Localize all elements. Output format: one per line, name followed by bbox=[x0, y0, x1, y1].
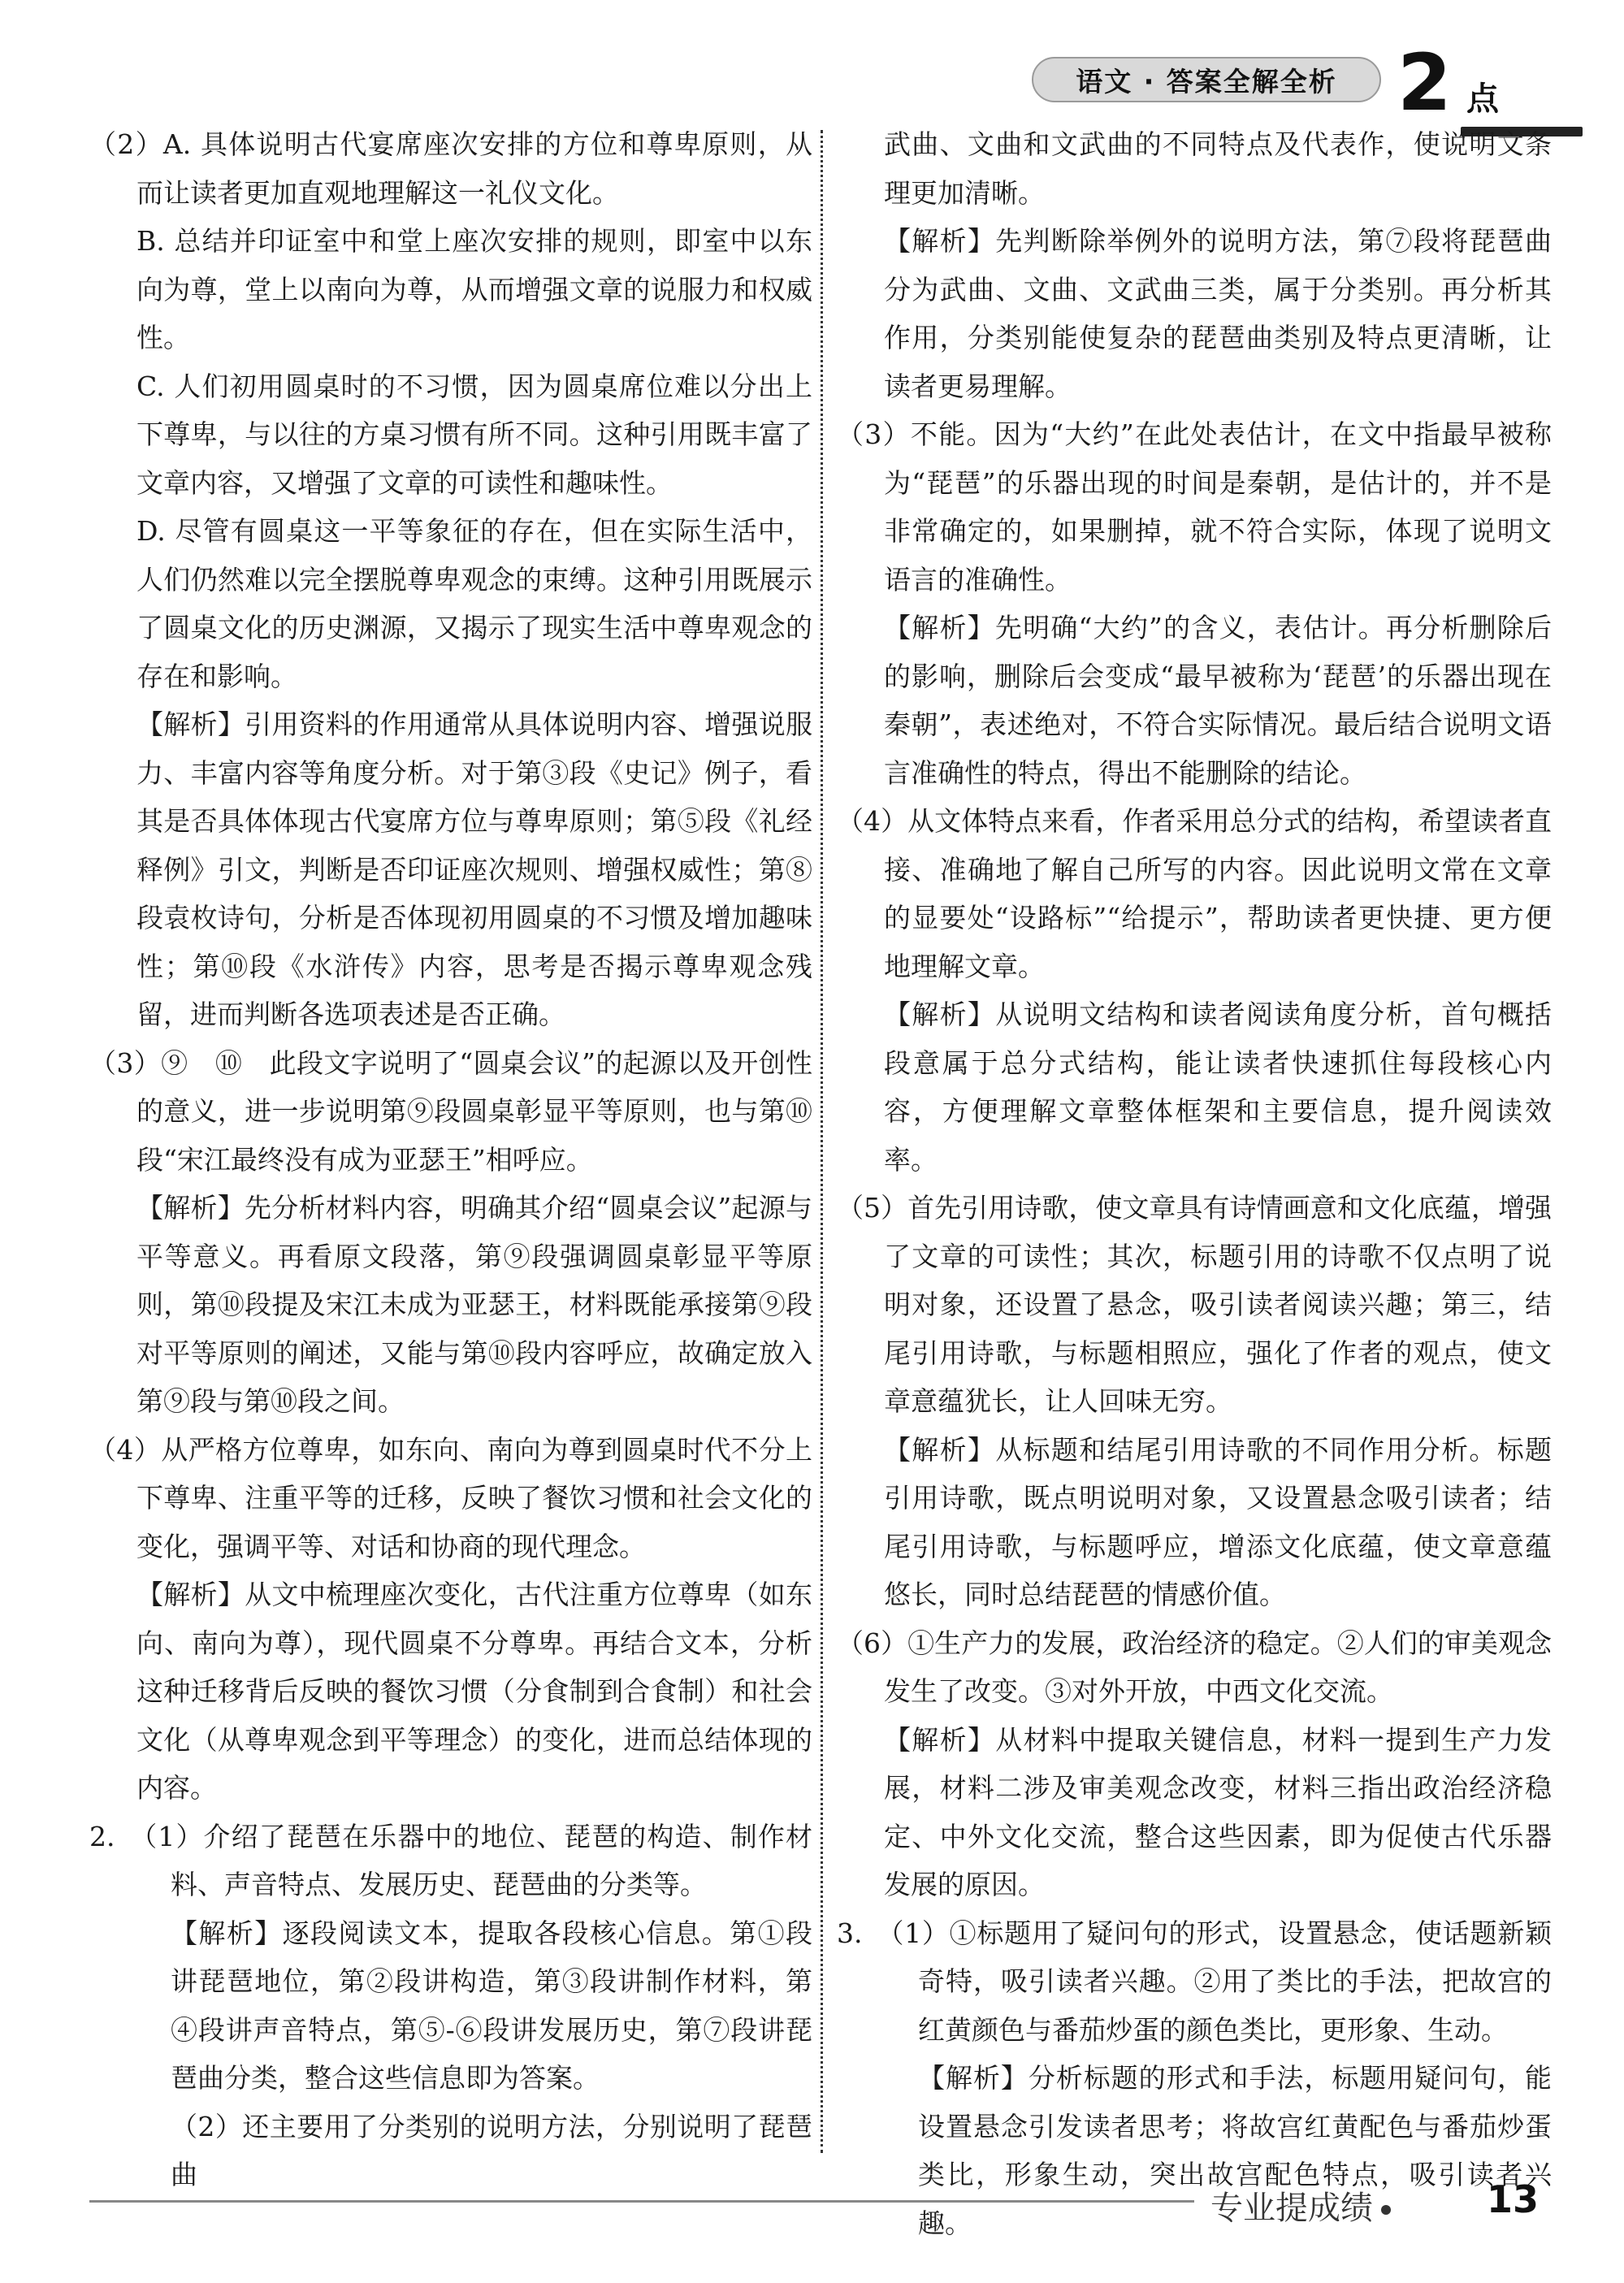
logo-character: 点 bbox=[1466, 80, 1499, 118]
right-paragraph: （3）不能。因为“大约”在此处表估计，在文中指最早被称为“琵琶”的乐器出现的时间是秦朝，是估计的，并不是非常确定的，如果删掉，就不符合实际，体现了说明文语言的准确性。 bbox=[837, 418, 1552, 596]
right-paragraph: 【解析】先明确“大约”的含义，表估计。再分析删除后的影响，删除后会变成“最早被称为‘琵琶’的乐器出现在秦朝”，表述绝对，不符合实际情况。最后结合说明文语言准确性的特点，得出不能删除的结论。 bbox=[884, 612, 1552, 789]
header-title: 语文 · 答案全解全析 bbox=[1032, 57, 1381, 102]
left-paragraph: 2. （1）介绍了琵琶在乐器中的地位、琵琶的构造、制作材料、声音特点、发展历史、琵琶曲的分类等。 bbox=[89, 1820, 812, 1900]
column-divider bbox=[821, 130, 823, 2153]
right-column bbox=[837, 120, 1552, 2247]
footer-slogan bbox=[1210, 2182, 1399, 2229]
left-paragraph: 【解析】引用资料的作用通常从具体说明内容、增强说服力、丰富内容等角度分析。对于第③段《史记》例子，看其是否具体体现古代宴席方位与尊卑原则；第⑤段《礼经释例》引文，判断是否印证座次规则、增强权威性；第⑧段袁枚诗句，分析是否体现初用圆桌的不习惯及增加趣味性；第⑩段《水浒传》内容，思考是否揭示尊卑观念残留，进而判断各选项表述是否正确。 bbox=[136, 708, 812, 1030]
left-paragraph: （2）还主要用了分类别的说明方法，分别说明了琵琶曲 bbox=[171, 2110, 812, 2190]
right-paragraph: 【解析】从说明文结构和读者阅读角度分析，首句概括段意属于总分式结构，能让读者快速抓住每段核心内容，方便理解文章整体框架和主要信息，提升阅读效率。 bbox=[884, 999, 1552, 1176]
left-paragraph: C. 人们初用圆桌时的不习惯，因为圆桌席位难以分出上下尊卑，与以往的方桌习惯有所不同。这种引用既丰富了文章内容，又增强了文章的可读性和趣味性。 bbox=[136, 370, 812, 499]
left-paragraph: （2）A. 具体说明古代宴席座次安排的方位和尊卑原则，从而让读者更加直观地理解这一礼仪文化。 bbox=[89, 128, 812, 209]
right-paragraph: 3. （1）①标题用了疑问句的形式，设置悬念，使话题新颖奇特，吸引读者兴趣。②用了类比的手法，把故宫的红黄颜色与番茄炒蛋的颜色类比，更形象、生动。 bbox=[837, 1917, 1552, 2046]
right-paragraph: 【解析】先判断除举例外的说明方法，第⑦段将琵琶曲分为武曲、文曲、文武曲三类，属于分类别。再分析其作用，分类别能使复杂的琵琶曲类别及特点更清晰，让读者更易理解。 bbox=[884, 225, 1552, 402]
right-paragraph: 武曲、文曲和文武曲的不同特点及代表作，使说明文条理更加清晰。 bbox=[884, 128, 1552, 209]
logo-number: 2 bbox=[1397, 37, 1452, 128]
left-paragraph: 【解析】先分析材料内容，明确其介绍“圆桌会议”起源与平等意义。再看原文段落，第⑨段强调圆桌彰显平等原则，第⑩段提及宋江未成为亚瑟王，材料既能承接第⑨段对平等原则的阐述，又能与第⑩段内容呼应，故确定放入第⑨段与第⑩段之间。 bbox=[136, 1192, 812, 1417]
footer-slogan-text: 专业提成绩 bbox=[1210, 2190, 1373, 2227]
left-paragraph: 【解析】逐段阅读文本，提取各段核心信息。第①段讲琵琶地位，第②段讲构造，第③段讲制作材料，第④段讲声音特点，第⑤-⑥段讲发展历史，第⑦段讲琵琶曲分类，整合这些信息即为答案。 bbox=[171, 1917, 812, 2094]
left-paragraph: B. 总结并印证室中和堂上座次安排的规则，即室中以东向为尊，堂上以南向为尊，从而增强文章的说服力和权威性。 bbox=[136, 225, 812, 353]
right-paragraph: 【解析】从标题和结尾引用诗歌的不同作用分析。标题引用诗歌，既点明说明对象，又设置悬念吸引读者；结尾引用诗歌，与标题呼应，增添文化底蕴，使文章意蕴悠长，同时总结琵琶的情感价值。 bbox=[884, 1433, 1552, 1610]
left-column bbox=[89, 120, 812, 2199]
page-number: 13 bbox=[1487, 2177, 1540, 2221]
left-paragraph: D. 尽管有圆桌这一平等象征的存在，但在实际生活中，人们仍然难以完全摆脱尊卑观念的束缚。这种引用既展示了圆桌文化的历史渊源，又揭示了现实生活中尊卑观念的存在和影响。 bbox=[136, 515, 812, 692]
footer-dot-icon bbox=[1381, 2205, 1391, 2215]
right-paragraph: （4）从文体特点来看，作者采用总分式的结构，希望读者直接、准确地了解自己所写的内容。因此说明文常在文章的显要处“设路标”“给提示”，帮助读者更快捷、更方便地理解文章。 bbox=[837, 805, 1552, 982]
left-paragraph: （4）从严格方位尊卑，如东向、南向为尊到圆桌时代不分上下尊卑、注重平等的迁移，反映了餐饮习惯和社会文化的变化，强调平等、对话和协商的现代理念。 bbox=[89, 1433, 812, 1562]
right-paragraph: 【解析】从材料中提取关键信息，材料一提到生产力发展，材料二涉及审美观念改变，材料三指出政治经济稳定、中外文化交流，整合这些因素，即为促使古代乐器发展的原因。 bbox=[884, 1723, 1552, 1900]
footer-rule bbox=[89, 2200, 1194, 2203]
right-paragraph: （6）①生产力的发展，政治经济的稳定。②人们的审美观念发生了改变。③对外开放，中西文化交流。 bbox=[837, 1627, 1552, 1707]
left-paragraph: 【解析】从文中梳理座次变化，古代注重方位尊卑（如东向、南向为尊），现代圆桌不分尊卑。再结合文本，分析这种迁移背后反映的餐饮习惯（分食制到合食制）和社会文化（从尊卑观念到平等理念）的变化，进而总结体现的内容。 bbox=[136, 1579, 812, 1804]
right-paragraph: 【解析】分析标题的形式和手法，标题用疑问句，能设置悬念引发读者思考；将故宫红黄配色与番茄炒蛋类比，形象生动，突出故宫配色特点，吸引读者兴趣。 bbox=[918, 2062, 1552, 2239]
left-paragraph: （3）⑨ ⑩ 此段文字说明了“圆桌会议”的起源以及开创性的意义，进一步说明第⑨段圆桌彰显平等原则，也与第⑩段“宋江最终没有成为亚瑟王”相呼应。 bbox=[89, 1046, 812, 1176]
right-paragraph: （5）首先引用诗歌，使文章具有诗情画意和文化底蕴，增强了文章的可读性；其次，标题引用的诗歌不仅点明了说明对象，还设置了悬念，吸引读者阅读兴趣；第三，结尾引用诗歌，与标题相照应，强化了作者的观点，使文章意蕴犹长，让人回味无穷。 bbox=[837, 1192, 1552, 1417]
